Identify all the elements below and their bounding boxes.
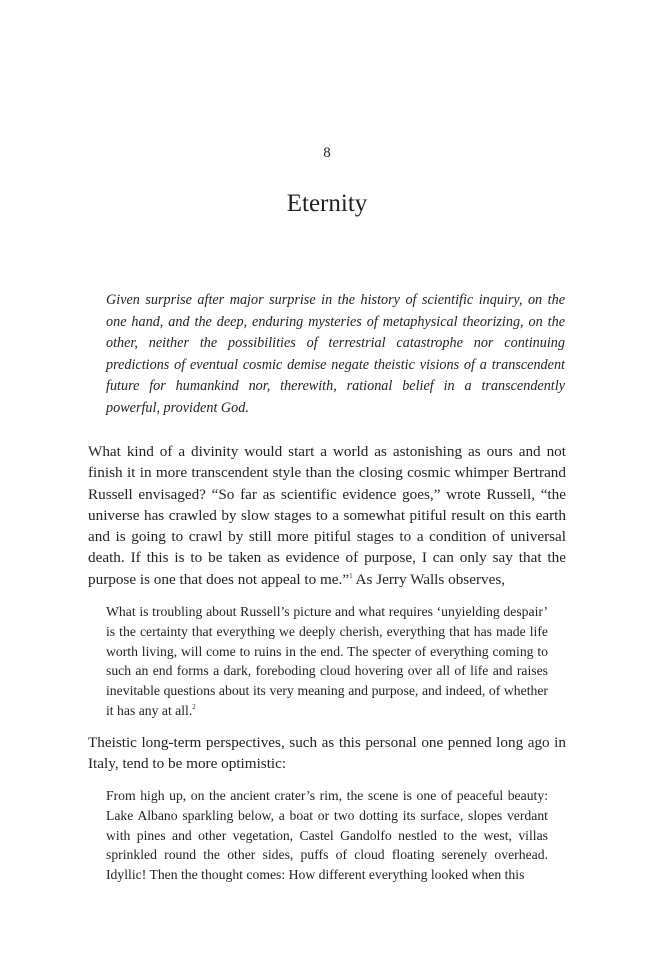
body-paragraph-1 (88, 441, 566, 590)
block-quote-2: From high up, on the ancient crater’s rim, the scene is one of peaceful beauty: Lake Albano sparkling below, a boat or two dotting its surface, slopes verdant with pines and other vegetation, Castel Gandolfo nestled to the west, villas sprinkled round the other sides, puffs of cloud floating serenely overhead. Idyllic! Then the thought comes: How different everything looked when this (106, 788, 548, 883)
quote-1-text: What is troubling about Russell’s picture and what requires ‘unyielding despair’ is the certainty that everything we deeply cherish, everything that has made life worth living, will come to ruins in the end. The specter of everything coming to such an end forms a dark, foreboding cloud hovering over all of life and raises inevitable questions about its very meaning and purpose, and indeed, of whether it has any at all. (106, 604, 548, 718)
body-paragraph-2: Theistic long-term perspectives, such as this personal one penned long ago in Italy, tend to be more optimistic: (88, 734, 566, 773)
chapter-number: 8 (323, 145, 331, 161)
paragraph-1-text: What kind of a divinity would start a world as astonishing as ours and not finish it in more transcendent style than the closing cosmic whimper Bertrand Russell envisaged? “So far as scientific evidence goes,” wrote Russell, “the universe has crawled by slow stages to a somewhat pitiful result on this earth and is going to crawl by still more pitiful stages to a condition of universal death. If this is to be taken as evidence of purpose, I can only say that the purpose is one that does not appeal to me.” (88, 443, 566, 588)
paragraph-1-tail: As Jerry Walls observes, (352, 570, 506, 588)
footnote-marker-2: 2 (192, 702, 196, 711)
chapter-title: Eternity (286, 190, 368, 217)
footnote-marker-1: 1 (349, 571, 353, 580)
chapter-abstract: Given surprise after major surprise in the history of scientific inquiry, on the one hand, and the deep, enduring mysteries of metaphysical theorizing, on the other, neither the possibilities of terrestrial catastrophe nor continuing predictions of eventual cosmic demise negate theistic visions of a transcendent future for humankind nor, therewith, rational belief in a transcendently powerful, provident God. (106, 292, 565, 416)
block-quote-1 (106, 602, 548, 721)
